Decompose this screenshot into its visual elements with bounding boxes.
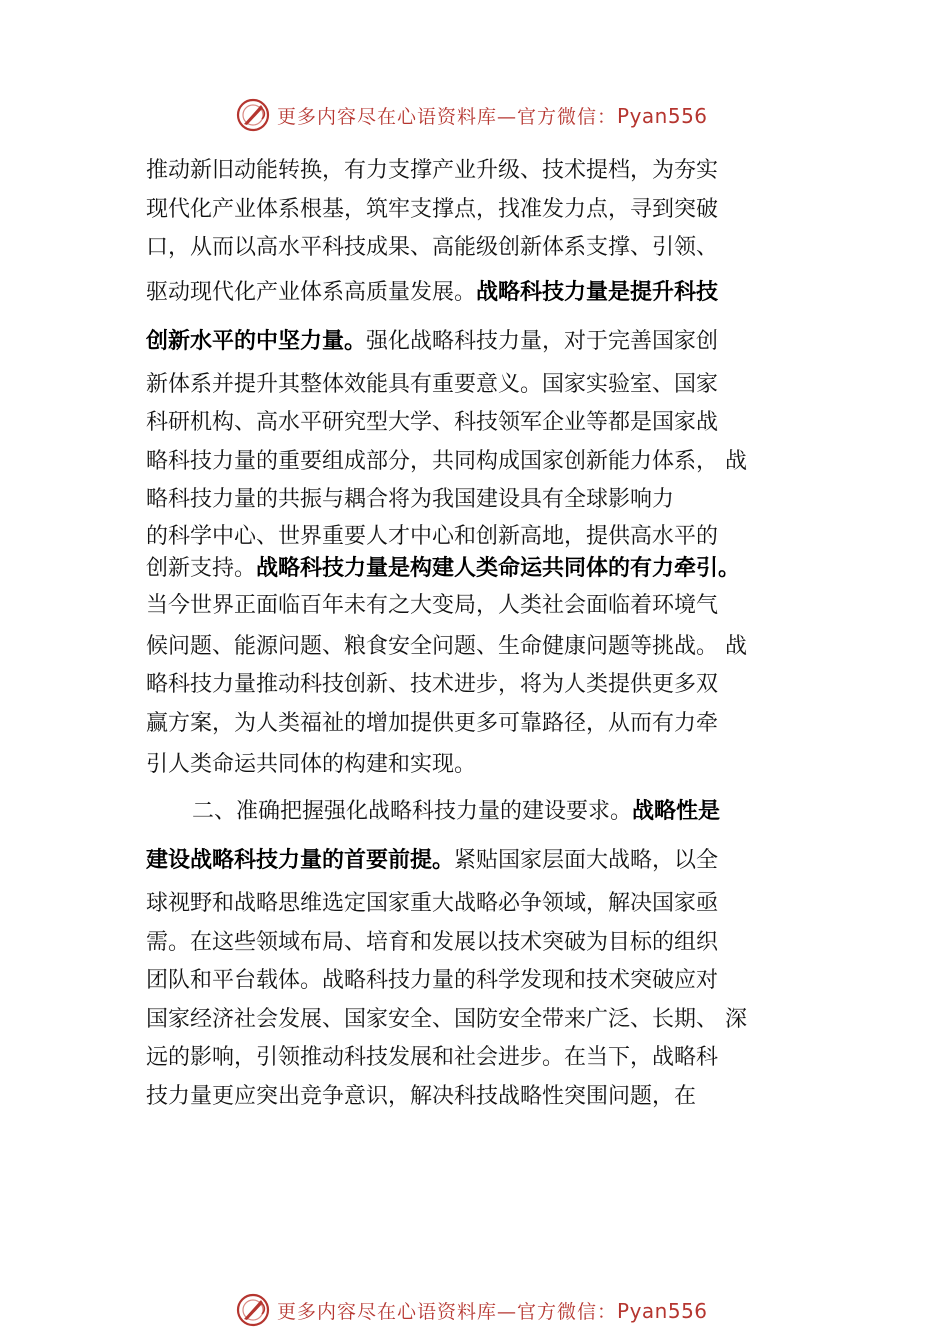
text-line: 科研机构、高水平研究型大学、科技领军企业等都是国家战 (146, 410, 719, 435)
text-line: 建设战略科技力量的首要前提。紧贴国家层面大战略，以全 (146, 848, 719, 873)
text-line: 略科技力量推动科技创新、技术进步，将为人类提供更多双 (146, 672, 719, 697)
bold-heading: 建设战略科技力量的首要前提。 (146, 848, 455, 873)
watermark-header (235, 95, 708, 135)
text-line: 口，从而以高水平科技成果、高能级创新体系支撑、引领、 (146, 235, 719, 260)
text-line: 的科学中心、世界重要人才中心和创新高地，提供高水平的 (146, 523, 719, 549)
text-line: 赢方案，为人类福祉的增加提供更多可靠路径，从而有力牵 (146, 710, 719, 736)
quill-logo-icon (235, 97, 271, 133)
text-line: 国家经济社会发展、国家安全、国防安全带来广泛、长期、 深 (146, 1006, 747, 1032)
text-line: 新体系并提升其整体效能具有重要意义。国家实验室、国家 (146, 371, 719, 397)
text-line: 略科技力量的重要组成部分，共同构成国家创新能力体系， 战 (146, 448, 747, 474)
bold-heading: 创新水平的中坚力量。 (146, 328, 367, 354)
watermark-text: 更多内容尽在心语资料库—官方微信：Pyan556 (277, 103, 708, 128)
watermark-account: Pyan556 (617, 103, 708, 128)
text-line: 推动新旧动能转换，有力支撑产业升级、技术提档，为夯实 (146, 158, 719, 183)
text-line: 技力量更应突出竞争意识，解决科技战略性突围问题，在 (146, 1083, 697, 1109)
text-line: 引人类命运共同体的构建和实现。 (146, 752, 477, 777)
watermark-text: 更多内容尽在心语资料库—官方微信：Pyan556 (277, 1298, 708, 1323)
text-line: 需。在这些领域布局、培育和发展以技术突破为目标的组织 (146, 929, 719, 955)
text-line: 候问题、能源问题、粮食安全问题、生命健康问题等挑战。 战 (146, 633, 747, 659)
text-line: 略科技力量的共振与耦合将为我国建设具有全球影响力 (146, 487, 675, 512)
text-line: 二、准确把握强化战略科技力量的建设要求。战略性是 (192, 799, 721, 824)
text-line: 创新支持。战略科技力量是构建人类命运共同体的有力牵引。 (146, 555, 741, 581)
watermark-account: Pyan556 (617, 1298, 708, 1323)
document-body (146, 152, 826, 1116)
quill-logo-icon (235, 1292, 271, 1328)
watermark-footer (235, 1290, 708, 1330)
text-line: 团队和平台载体。战略科技力量的科学发现和技术突破应对 (146, 968, 719, 993)
text-line: 当今世界正面临百年未有之大变局，人类社会面临着环境气 (146, 592, 719, 618)
text-line: 创新水平的中坚力量。强化战略科技力量，对于完善国家创 (146, 328, 719, 354)
bold-heading: 战略性是 (632, 799, 721, 824)
text-line: 现代化产业体系根基，筑牢支撑点，找准发力点，寻到突破 (146, 196, 719, 222)
text-line: 球视野和战略思维选定国家重大战略必争领域，解决国家亟 (146, 891, 719, 916)
bold-heading: 战略科技力量是提升科技 (476, 279, 719, 305)
text-line: 驱动现代化产业体系高质量发展。战略科技力量是提升科技 (146, 279, 719, 305)
text-line: 远的影响，引领推动科技发展和社会进步。在当下，战略科 (146, 1045, 719, 1070)
bold-heading: 战略科技力量是构建人类命运共同体的有力牵引。 (256, 555, 741, 581)
